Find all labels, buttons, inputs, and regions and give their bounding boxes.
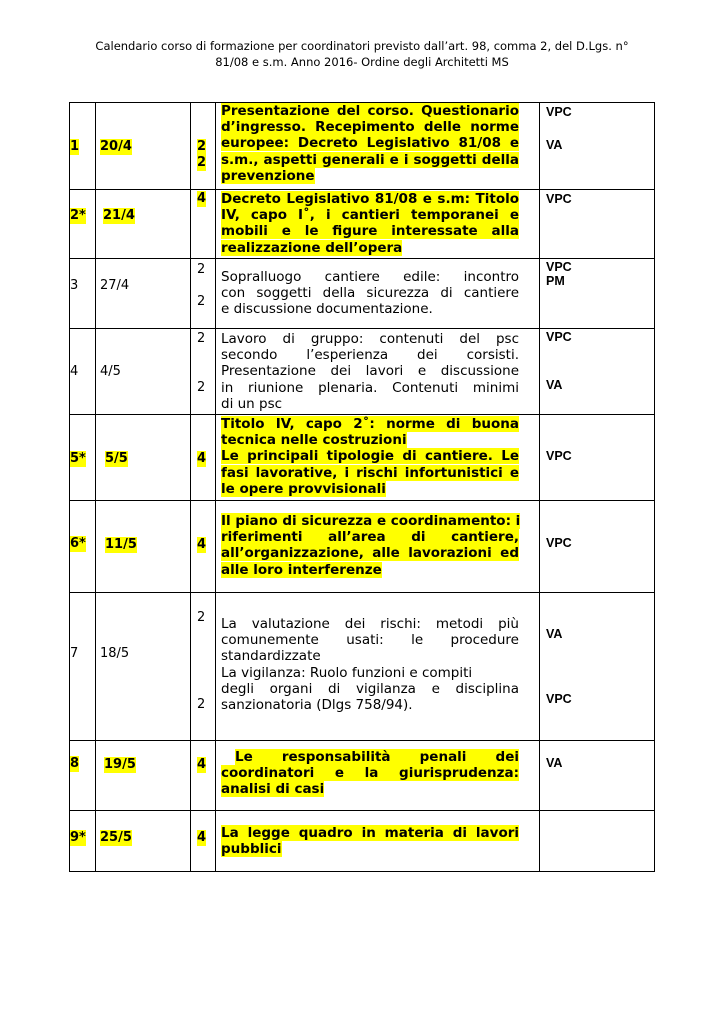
header-line-2: 81/08 e s.m. Anno 2016- Ordine degli Architetti MS — [215, 55, 509, 69]
session-number: 7 — [70, 646, 79, 661]
row-divider — [69, 189, 655, 190]
topic-line: La legge quadro in materia di lavori — [221, 825, 519, 841]
session-hours: 2 — [197, 155, 207, 170]
session-date: 5/5 — [105, 451, 128, 466]
topic-line: La valutazione dei rischi: metodi più — [221, 616, 519, 632]
session-number: 9* — [70, 830, 86, 845]
session-topic — [221, 749, 519, 798]
topic-line: Sopralluogo cantiere edile: incontro — [221, 269, 519, 285]
topic-line: degli organi di vigilanza e disciplina — [221, 680, 519, 697]
session-topic — [221, 331, 519, 412]
topic-line: La vigilanza: Ruolo funzioni e compiti — [221, 664, 473, 681]
session-date: 4/5 — [100, 364, 121, 379]
session-hours: 2 — [197, 610, 206, 625]
session-date: 11/5 — [105, 537, 137, 552]
topic-line: analisi di casi — [221, 781, 325, 798]
row-divider — [69, 810, 655, 811]
instructor-code: VPC — [546, 105, 572, 119]
column-divider — [215, 102, 216, 872]
session-hours: 2 — [197, 294, 206, 309]
topic-line: IV, capo I˚, i cantieri temporanei e — [221, 207, 519, 224]
topic-line: di un psc — [221, 395, 283, 412]
session-date: 20/4 — [100, 139, 132, 154]
column-divider — [190, 102, 191, 872]
session-number: 1 — [70, 139, 80, 154]
session-number: 2* — [70, 208, 86, 223]
session-number: 4 — [70, 364, 79, 379]
session-hours: 2 — [197, 262, 206, 277]
topic-line: Decreto Legislativo 81/08 e s.m: Titolo — [221, 191, 519, 207]
instructor-code: VPC — [546, 192, 572, 206]
topic-line: fasi lavorative, i rischi infortunistici e — [221, 464, 519, 481]
document-header — [60, 38, 664, 70]
instructor-code: VPC — [546, 536, 572, 550]
instructor-code: VPC — [546, 692, 572, 706]
topic-line: prevenzione — [221, 167, 315, 184]
session-topic — [221, 416, 519, 497]
topic-line: alle loro interferenze — [221, 561, 382, 578]
session-hours: 2 — [197, 697, 206, 712]
topic-line: secondo l’esperienza dei corsisti. — [221, 347, 519, 364]
instructor-code: PM — [546, 274, 565, 288]
topic-line: coordinatori e la giurisprudenza: — [221, 765, 519, 782]
row-divider — [69, 258, 655, 259]
topic-line: sanzionatoria (Dlgs 758/94). — [221, 697, 413, 714]
header-line-1: Calendario corso di formazione per coordinatori previsto dall’art. 98, comma 2, del D.Lgs. n° — [95, 39, 629, 53]
topic-line: mobili e le figure interessate alla — [221, 223, 519, 240]
session-number: 6* — [70, 536, 86, 551]
topic-line: e discussione documentazione. — [221, 301, 433, 318]
topic-line: standardizzate — [221, 648, 321, 665]
instructor-code: VA — [546, 627, 563, 641]
schedule-table — [69, 102, 655, 872]
topic-line: Le responsabilità penali dei — [235, 749, 519, 765]
table-border-right — [654, 102, 655, 872]
topic-line: d’ingresso. Recepimento delle norme — [221, 119, 519, 136]
row-divider — [69, 500, 655, 501]
instructor-code: VA — [546, 378, 563, 392]
column-divider — [95, 102, 96, 872]
session-topic — [221, 269, 519, 318]
session-topic — [221, 616, 519, 713]
topic-line: tecnica nelle costruzioni — [221, 432, 407, 449]
session-hours: 4 — [197, 830, 207, 845]
row-divider — [69, 592, 655, 593]
session-hours: 4 — [197, 537, 207, 552]
topic-line: Titolo IV, capo 2˚: norme di buona — [221, 416, 519, 432]
session-date: 18/5 — [100, 646, 130, 661]
session-number: 5* — [70, 451, 86, 466]
topic-line: all’organizzazione, alle lavorazioni ed — [221, 545, 519, 562]
topic-line: pubblici — [221, 841, 282, 858]
topic-line: comunemente usati: le procedure — [221, 632, 519, 649]
session-topic — [221, 825, 519, 857]
topic-line: Presentazione del corso. Questionario — [221, 103, 519, 119]
session-topic — [221, 103, 519, 184]
row-divider — [69, 414, 655, 415]
instructor-code: VPC — [546, 449, 572, 463]
column-divider — [539, 102, 540, 872]
topic-line: Le principali tipologie di cantiere. Le — [221, 448, 519, 465]
instructor-code: VA — [546, 756, 563, 770]
instructor-code: VPC — [546, 330, 572, 344]
session-date: 19/5 — [104, 757, 136, 772]
session-hours: 2 — [197, 380, 206, 395]
table-border-bottom — [69, 871, 655, 872]
session-date: 21/4 — [103, 208, 135, 223]
session-hours: 4 — [197, 451, 207, 466]
topic-line: Lavoro di gruppo: contenuti del psc — [221, 331, 519, 347]
topic-line: europee: Decreto Legislativo 81/08 e — [221, 135, 519, 152]
session-number: 3 — [70, 278, 79, 293]
session-hours: 4 — [197, 191, 207, 206]
row-divider — [69, 740, 655, 741]
session-hours: 2 — [197, 139, 207, 154]
session-date: 25/5 — [100, 830, 132, 845]
topic-line: Presentazione dei lavori e discussione — [221, 363, 519, 380]
instructor-code: VPC — [546, 260, 572, 274]
row-divider — [69, 328, 655, 329]
topic-line: realizzazione dell’opera — [221, 239, 403, 256]
session-date: 27/4 — [100, 278, 130, 293]
topic-line: Il piano di sicurezza e coordinamento: i — [221, 513, 521, 529]
topic-line: le opere provvisionali — [221, 480, 386, 497]
session-topic — [221, 191, 519, 256]
session-topic — [221, 513, 519, 578]
topic-line: in riunione plenaria. Contenuti minimi — [221, 379, 519, 396]
topic-line: con soggetti della sicurezza di cantiere — [221, 285, 519, 302]
session-hours: 4 — [197, 757, 207, 772]
session-number: 8 — [70, 756, 80, 771]
topic-line: s.m., aspetti generali e i soggetti della — [221, 151, 519, 168]
session-hours: 2 — [197, 331, 206, 346]
topic-line: riferimenti all’area di cantiere, — [221, 529, 519, 546]
instructor-code: VA — [546, 138, 563, 152]
